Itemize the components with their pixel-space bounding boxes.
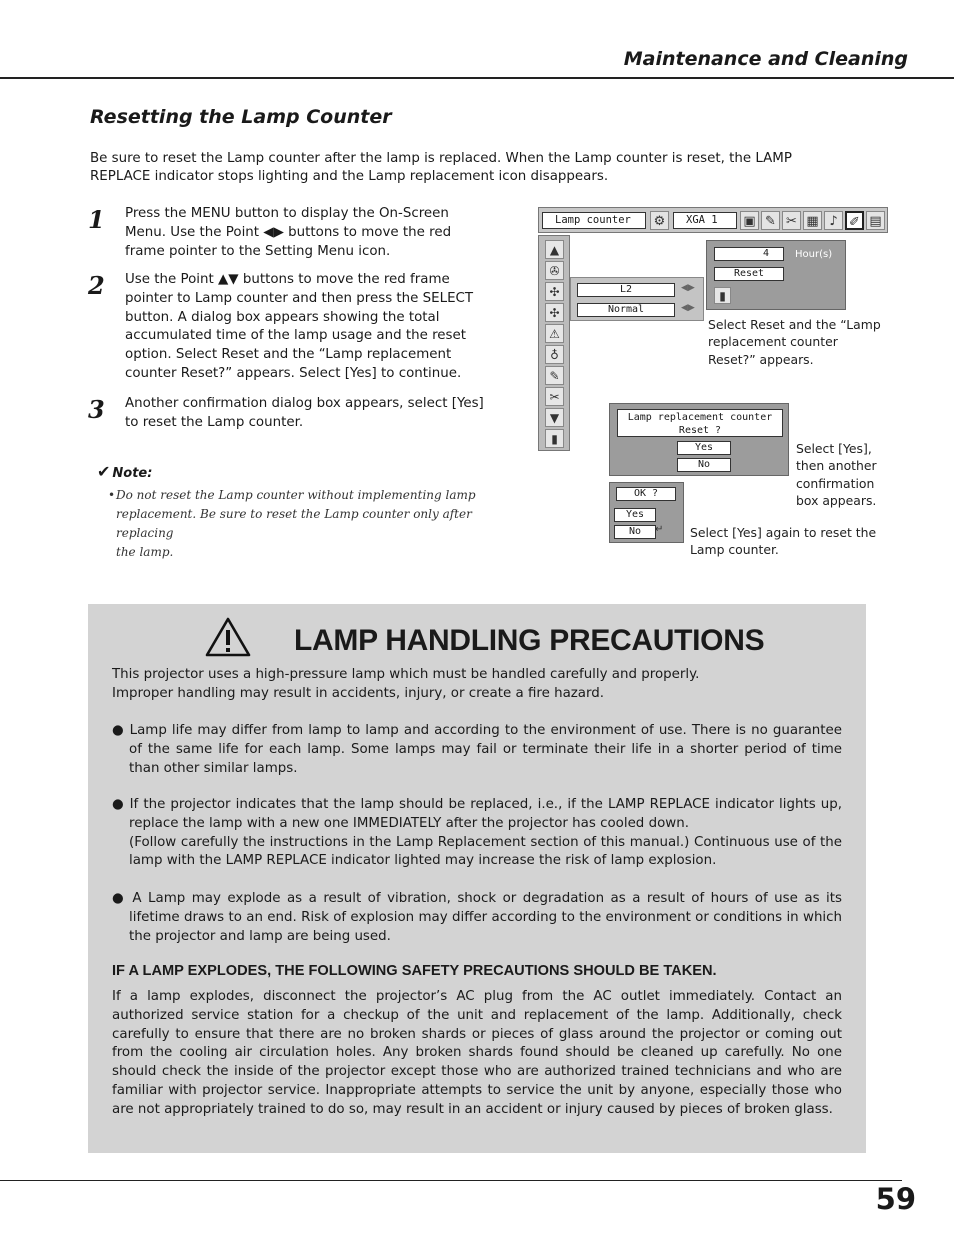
- computer-icon: ▣: [740, 211, 759, 230]
- intro-line: Improper handling may result in accidents, injury, or create a fire hazard.: [112, 685, 605, 701]
- caption-again: [690, 524, 876, 559]
- bullet-icon: ●: [112, 797, 125, 812]
- no-option: No: [677, 458, 731, 472]
- step-text: [125, 205, 505, 261]
- step-line: Menu. Use the Point ◀▶ buttons to move the red: [125, 224, 452, 240]
- dialog-title-line: Reset ?: [678, 425, 722, 436]
- picture-icon: ▦: [803, 211, 822, 230]
- footer-rule: [0, 1180, 902, 1181]
- hours-value-field: 4: [714, 247, 784, 261]
- ok-prompt: OK ?: [616, 487, 676, 501]
- dialog-title: [617, 409, 783, 437]
- bullet-icon: ●: [112, 891, 126, 906]
- step-line: pointer to Lamp counter and then press the SELECT: [125, 290, 474, 306]
- warning-triangle-icon: [204, 616, 252, 658]
- reset-confirm-dialog: [609, 403, 789, 476]
- caption-line: Select [Yes],: [796, 441, 872, 456]
- left-right-arrows-icon: ◀▶: [681, 303, 695, 313]
- yes-option: Yes: [677, 441, 731, 455]
- step-number: 3: [88, 395, 105, 424]
- lamp-icon: ♁: [545, 345, 564, 364]
- step-line: frame pointer to the Setting Menu icon.: [125, 243, 391, 259]
- image-adjust-icon: ✎: [761, 211, 780, 230]
- return-icon: ↵: [655, 524, 664, 535]
- step-number: 1: [88, 205, 105, 234]
- step-line: Press the MENU button to display the On-Screen: [125, 206, 449, 221]
- left-right-arrows-icon: ◀▶: [681, 283, 695, 293]
- precaution-continuation: (Follow carefully the instructions in the Lamp Replacement section of this manual.) Continuous use of the lamp with the LAMP REPLACE indicator lighted may increase the risk of lamp explosion.: [129, 834, 842, 869]
- pen-icon: ✎: [545, 366, 564, 385]
- lamp-mode-panel: [570, 277, 704, 321]
- note-line: the lamp.: [116, 545, 174, 559]
- caption-reset: [708, 316, 881, 368]
- precaution-text: If the projector indicates that the lamp should be replaced, i.e., if the LAMP REPLACE indicator lights up, replace the lamp with a new one IMMEDIATELY after the projector has cooled down.: [129, 797, 843, 831]
- precaution-item: [112, 796, 842, 871]
- bullet-icon: •: [108, 488, 116, 502]
- info-icon: ▤: [866, 211, 885, 230]
- step-line: Another confirmation dialog box appears, select [Yes]: [125, 396, 484, 411]
- note-line: replacement. Be sure to reset the Lamp counter only after replacing: [116, 507, 472, 540]
- explosion-text: If a lamp explodes, disconnect the projector’s AC plug from the AC outlet immediately. Contact an authorized service station for a checkup of the unit and replacement of the lamp. Additionally, check carefully to ensure that there are no broken shards or pieces of glass around the projector or coming out from the cooling air circulation holes. Any broken shards found should be cleaned up carefully. No one should check the inside of the projector except those who are authorized trained technicians and who are familiar with projector service. Inappropriate attempts to service the unit by anyone, especially those who are not appropriately trained to do so, may result in an accident or injury caused by pieces of broken glass.: [112, 989, 842, 1117]
- precaution-text: A Lamp may explode as a result of vibration, shock or degradation as a result of hours of use as its lifetime draws to an end. Risk of explosion may differ according to the environment or conditions in which the projector and lamp are being used.: [129, 891, 842, 944]
- no-option: No: [614, 525, 656, 539]
- sound-icon: ♪: [824, 211, 843, 230]
- ok-confirm-dialog: [609, 482, 684, 543]
- dialog-title-line: Lamp replacement counter: [627, 412, 773, 423]
- note-label: Note:: [112, 466, 153, 481]
- step-line: accumulated time of the lamp usage and the reset: [125, 328, 467, 344]
- screen-icon: ✂: [782, 211, 801, 230]
- intro-line: This projector uses a high-pressure lamp which must be handled carefully and properly.: [112, 667, 700, 682]
- note-line: Do not reset the Lamp counter without implementing lamp: [116, 488, 476, 502]
- caption-line: Lamp counter.: [690, 542, 779, 558]
- tool-icon: ✂: [545, 387, 564, 406]
- setting-icon: ✐: [845, 211, 864, 230]
- caption-line: box appears.: [796, 493, 877, 509]
- precautions-intro: [112, 666, 842, 704]
- precautions-title: LAMP HANDLING PRECAUTIONS: [294, 624, 765, 657]
- warning-icon: ⚠: [545, 324, 564, 343]
- fan-icon: ✣: [545, 282, 564, 301]
- caption-yes: [796, 440, 877, 510]
- checkmark-icon: ✔: [97, 462, 111, 481]
- menu-side-column: [538, 235, 570, 451]
- caption-line: Select [Yes] again to reset the: [690, 525, 877, 540]
- bullet-icon: ●: [112, 723, 125, 738]
- up-arrow-icon: ▲: [545, 240, 564, 259]
- caption-line: confirmation: [796, 475, 875, 491]
- note-text: [108, 486, 518, 562]
- yes-option: Yes: [614, 508, 656, 522]
- header-rule: [0, 77, 954, 79]
- lamp-select-field: L2: [577, 283, 675, 297]
- precaution-item: [112, 890, 842, 946]
- section-intro: Be sure to reset the Lamp counter after the lamp is replaced. When the Lamp counter is reset, the LAMP REPLACE indicator stops lighting and the Lamp replacement icon disappears.: [90, 151, 792, 184]
- step-text: [125, 395, 505, 433]
- lamp-hours-panel: [706, 240, 846, 310]
- note-heading: [97, 462, 152, 481]
- lamp-mode-field: Normal: [577, 303, 675, 317]
- wrench-icon: ✇: [545, 261, 564, 280]
- caption-line: Select Reset and the “Lamp: [708, 317, 881, 332]
- step-line: counter Reset?” appears. Select [Yes] to continue.: [125, 365, 462, 381]
- step-number: 2: [88, 271, 105, 300]
- hours-unit-label: Hour(s): [795, 249, 833, 260]
- input-icon: ⚙: [650, 211, 669, 230]
- step-line: option. Select Reset and the “Lamp replacement: [125, 347, 452, 363]
- caption-line: then another: [796, 458, 877, 474]
- section-title: Resetting the Lamp Counter: [90, 106, 392, 128]
- page-number: 59: [875, 1182, 916, 1216]
- step-line: to reset the Lamp counter.: [125, 414, 304, 430]
- menu-source-label: XGA 1: [673, 212, 737, 229]
- exit-icon: ▮: [714, 287, 731, 304]
- caption-line: Reset?” appears.: [708, 351, 814, 367]
- caption-line: replacement counter: [708, 334, 838, 350]
- exit-icon: ▮: [545, 429, 564, 448]
- down-arrow-icon: ▼: [545, 408, 564, 427]
- explosion-heading: IF A LAMP EXPLODES, THE FOLLOWING SAFETY PRECAUTIONS SHOULD BE TAKEN.: [112, 963, 717, 979]
- step-line: Use the Point ▲▼ buttons to move the red frame: [125, 272, 450, 287]
- precaution-item: [112, 722, 842, 778]
- reset-option: Reset: [714, 267, 784, 281]
- fan-icon: ✣: [545, 303, 564, 322]
- running-header: Maintenance and Cleaning: [623, 48, 908, 70]
- menu-bar: [538, 207, 888, 233]
- menu-title-label: Lamp counter: [542, 212, 646, 229]
- step-text: [125, 271, 505, 384]
- step-line: button. A dialog box appears showing the total: [125, 309, 440, 325]
- precaution-text: Lamp life may differ from lamp to lamp and according to the environment of use. There is no guarantee of the same life for each lamp. Some lamps may fail or terminate their life in a shorter period of time than other similar lamps.: [129, 723, 842, 776]
